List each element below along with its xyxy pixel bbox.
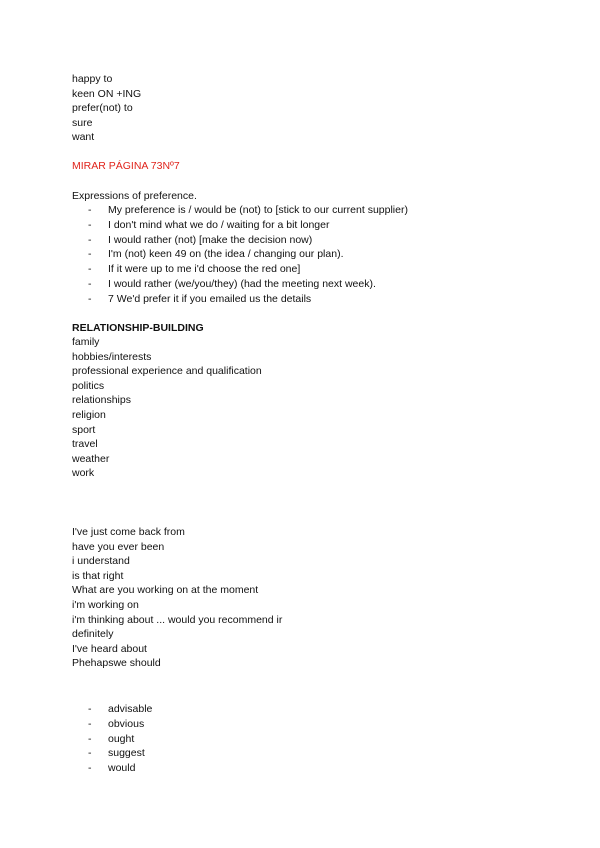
preference-heading: Expressions of preference. bbox=[72, 190, 197, 202]
relationship-heading: RELATIONSHIP-BUILDING bbox=[72, 322, 204, 334]
list-item: Phehapswe should bbox=[72, 657, 161, 670]
list-item bbox=[88, 218, 408, 233]
list-item bbox=[88, 732, 152, 747]
list-item: definitely bbox=[72, 628, 114, 641]
list-item bbox=[88, 292, 408, 307]
list-item-text: ought bbox=[108, 732, 135, 745]
list-item: hobbies/interests bbox=[72, 350, 152, 363]
list-item-text: I don't mind what we do / waiting for a bit longer bbox=[108, 218, 330, 231]
bullet-dash: - bbox=[88, 747, 92, 760]
list-item bbox=[88, 717, 152, 732]
list-item: i'm thinking about ... would you recommend ir bbox=[72, 613, 283, 626]
conversation-phrase-list bbox=[72, 525, 282, 671]
list-item bbox=[88, 203, 408, 218]
bullet-dash: - bbox=[88, 717, 92, 730]
list-item-text: 7 We'd prefer it if you emailed us the details bbox=[108, 292, 312, 305]
list-item: prefer(not) to bbox=[72, 102, 133, 115]
bullet-dash: - bbox=[88, 204, 92, 216]
verb-pattern-list bbox=[72, 72, 141, 145]
list-item bbox=[88, 702, 152, 717]
list-item-text: would bbox=[108, 762, 136, 775]
list-item: I've just come back from bbox=[72, 526, 185, 538]
bullet-dash: - bbox=[88, 218, 92, 231]
bullet-dash: - bbox=[88, 703, 92, 715]
bullet-dash: - bbox=[88, 292, 92, 305]
list-item: What are you working on at the moment bbox=[72, 584, 259, 597]
list-item-text: If it were up to me i'd choose the red one] bbox=[108, 263, 301, 276]
list-item-text: I would rather (not) [make the decision now) bbox=[108, 233, 313, 246]
list-item bbox=[88, 233, 408, 248]
list-item: work bbox=[72, 467, 95, 480]
list-item: weather bbox=[72, 452, 110, 465]
list-item: keen ON +ING bbox=[72, 87, 142, 100]
list-item: relationships bbox=[72, 394, 131, 407]
list-item: politics bbox=[72, 379, 105, 392]
list-item-text: advisable bbox=[108, 703, 153, 715]
list-item: i understand bbox=[72, 555, 130, 568]
page-reference-note: MIRAR PÁGINA 73Nº7 bbox=[72, 160, 180, 172]
relationship-topic-list bbox=[72, 335, 262, 481]
list-item-text: obvious bbox=[108, 717, 145, 730]
list-item bbox=[88, 761, 152, 776]
list-item-text: I'm (not) keen 49 on (the idea / changing our plan). bbox=[108, 248, 344, 261]
bullet-dash: - bbox=[88, 762, 92, 775]
bullet-dash: - bbox=[88, 732, 92, 745]
bullet-dash: - bbox=[88, 277, 92, 290]
bullet-dash: - bbox=[88, 233, 92, 246]
list-item: religion bbox=[72, 408, 106, 421]
list-item-text: I would rather (we/you/they) (had the meeting next week). bbox=[108, 277, 376, 290]
list-item: travel bbox=[72, 438, 98, 451]
list-item-text: suggest bbox=[108, 747, 145, 760]
preference-list bbox=[88, 203, 408, 307]
bullet-dash: - bbox=[88, 248, 92, 261]
list-item bbox=[88, 262, 408, 277]
list-item: sure bbox=[72, 116, 93, 129]
list-item: family bbox=[72, 336, 100, 348]
list-item: happy to bbox=[72, 73, 113, 85]
list-item-text: My preference is / would be (not) to [stick to our current supplier) bbox=[108, 204, 408, 216]
list-item: is that right bbox=[72, 569, 124, 582]
list-item: sport bbox=[72, 423, 96, 436]
list-item: i'm working on bbox=[72, 598, 139, 611]
list-item: professional experience and qualification bbox=[72, 365, 262, 378]
suggestion-word-list bbox=[88, 702, 152, 776]
list-item bbox=[88, 247, 408, 262]
list-item: have you ever been bbox=[72, 540, 165, 553]
list-item bbox=[88, 746, 152, 761]
list-item: I've heard about bbox=[72, 642, 147, 655]
list-item: want bbox=[72, 131, 95, 144]
bullet-dash: - bbox=[88, 263, 92, 276]
list-item bbox=[88, 277, 408, 292]
